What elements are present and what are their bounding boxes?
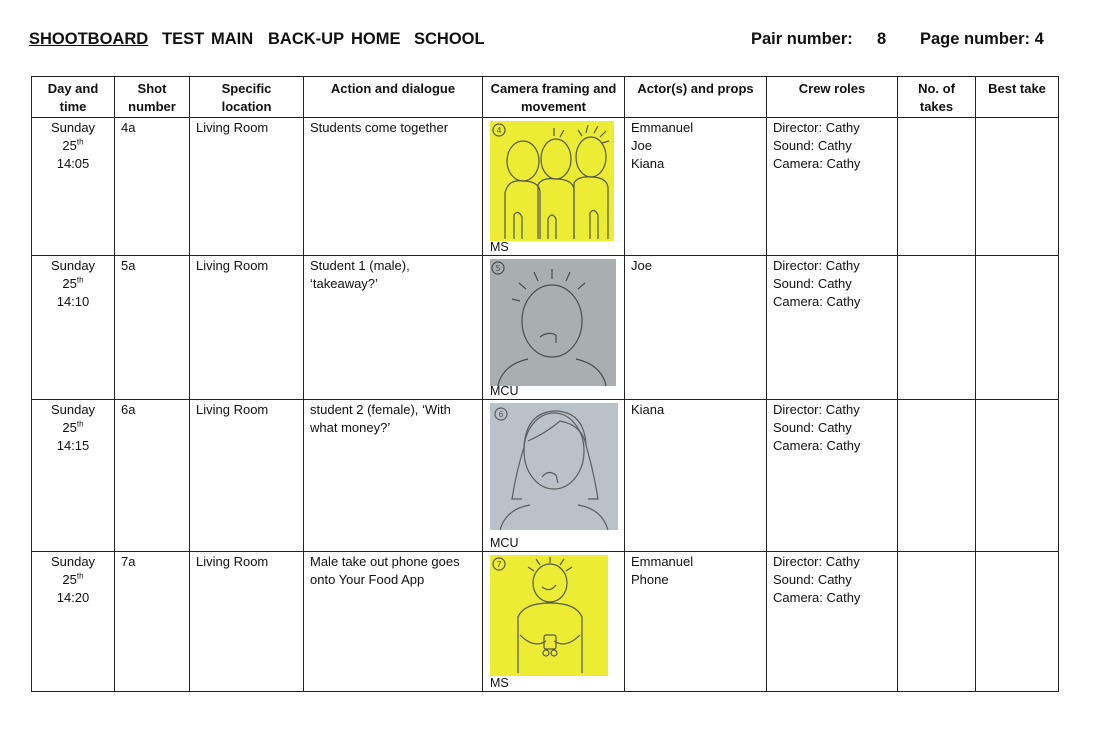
col-location: Specific location: [190, 77, 304, 118]
day-time-cell: Sunday 25th 14:05: [32, 118, 115, 256]
camera-cell: [483, 400, 625, 552]
takes-cell: [898, 118, 976, 256]
page-number: Page number: 4: [920, 30, 1044, 48]
col-action: Action and dialogue: [304, 77, 483, 118]
col-actors: Actor(s) and props: [625, 77, 767, 118]
best-take-cell: [976, 400, 1059, 552]
crew-cell: Director: Cathy Sound: Cathy Camera: Cathy: [767, 118, 898, 256]
location-cell: Living Room: [190, 256, 304, 400]
action-cell: Student 1 (male), ‘takeaway?’: [304, 256, 483, 400]
best-take-cell: [976, 552, 1059, 692]
takes-cell: [898, 256, 976, 400]
action-cell: Students come together: [304, 118, 483, 256]
day-time-cell: Sunday 25th 14:20: [32, 552, 115, 692]
camera-cell: [483, 118, 625, 256]
location-cell: Living Room: [190, 552, 304, 692]
shot-number-cell: 4a: [115, 118, 190, 256]
svg-text:7: 7: [496, 560, 502, 569]
crew-cell: Director: Cathy Sound: Cathy Camera: Cathy: [767, 256, 898, 400]
takes-cell: [898, 552, 976, 692]
table-row: [32, 118, 1059, 256]
shot-number-cell: 5a: [115, 256, 190, 400]
crew-cell: Director: Cathy Sound: Cathy Camera: Cathy: [767, 552, 898, 692]
day-time-cell: Sunday 25th 14:10: [32, 256, 115, 400]
col-takes: No. of takes: [898, 77, 976, 118]
framing-label: MS: [490, 676, 509, 690]
crew-cell: Director: Cathy Sound: Cathy Camera: Cathy: [767, 400, 898, 552]
header-row: [32, 77, 1059, 118]
storyboard-sketch: [490, 121, 614, 241]
page-title: SHOOTBOARD: [29, 30, 149, 48]
best-take-cell: [976, 118, 1059, 256]
col-crew: Crew roles: [767, 77, 898, 118]
action-cell: Male take out phone goes onto Your Food App: [304, 552, 483, 692]
actors-cell: Kiana: [625, 400, 767, 552]
day-time-cell: Sunday 25th 14:15: [32, 400, 115, 552]
location-cell: Living Room: [190, 118, 304, 256]
col-shot-number: Shot number: [115, 77, 190, 118]
shootboard-table: [31, 76, 1059, 692]
storyboard-sketch: [490, 259, 616, 386]
camera-cell: [483, 552, 625, 692]
col-camera: Camera framing and movement: [483, 77, 625, 118]
camera-cell: [483, 256, 625, 400]
col-best-take: Best take: [976, 77, 1059, 118]
svg-text:6: 6: [498, 410, 504, 419]
option-test: TEST: [162, 30, 205, 48]
table-row: [32, 256, 1059, 400]
svg-text:5: 5: [495, 264, 501, 273]
option-main: MAIN: [211, 30, 254, 48]
location-cell: Living Room: [190, 400, 304, 552]
best-take-cell: [976, 256, 1059, 400]
shot-number-cell: 6a: [115, 400, 190, 552]
shot-number-cell: 7a: [115, 552, 190, 692]
svg-text:4: 4: [496, 126, 502, 135]
actors-cell: Joe: [625, 256, 767, 400]
storyboard-sketch: [490, 403, 618, 530]
actors-cell: Emmanuel Joe Kiana: [625, 118, 767, 256]
option-back-up: BACK-UP: [268, 30, 345, 48]
pair-number-label: Pair number:: [751, 30, 853, 48]
pair-number-value: 8: [877, 30, 887, 48]
action-cell: student 2 (female), ‘With what money?’: [304, 400, 483, 552]
option-home: HOME: [351, 30, 401, 48]
framing-label: MCU: [490, 384, 519, 398]
storyboard-sketch: [490, 555, 608, 676]
option-school: SCHOOL: [414, 30, 485, 48]
actors-cell: Emmanuel Phone: [625, 552, 767, 692]
table-row: [32, 400, 1059, 552]
framing-label: MS: [490, 240, 509, 254]
takes-cell: [898, 400, 976, 552]
framing-label: MCU: [490, 536, 519, 550]
col-day-time: Day and time: [32, 77, 115, 118]
table-row: [32, 552, 1059, 692]
